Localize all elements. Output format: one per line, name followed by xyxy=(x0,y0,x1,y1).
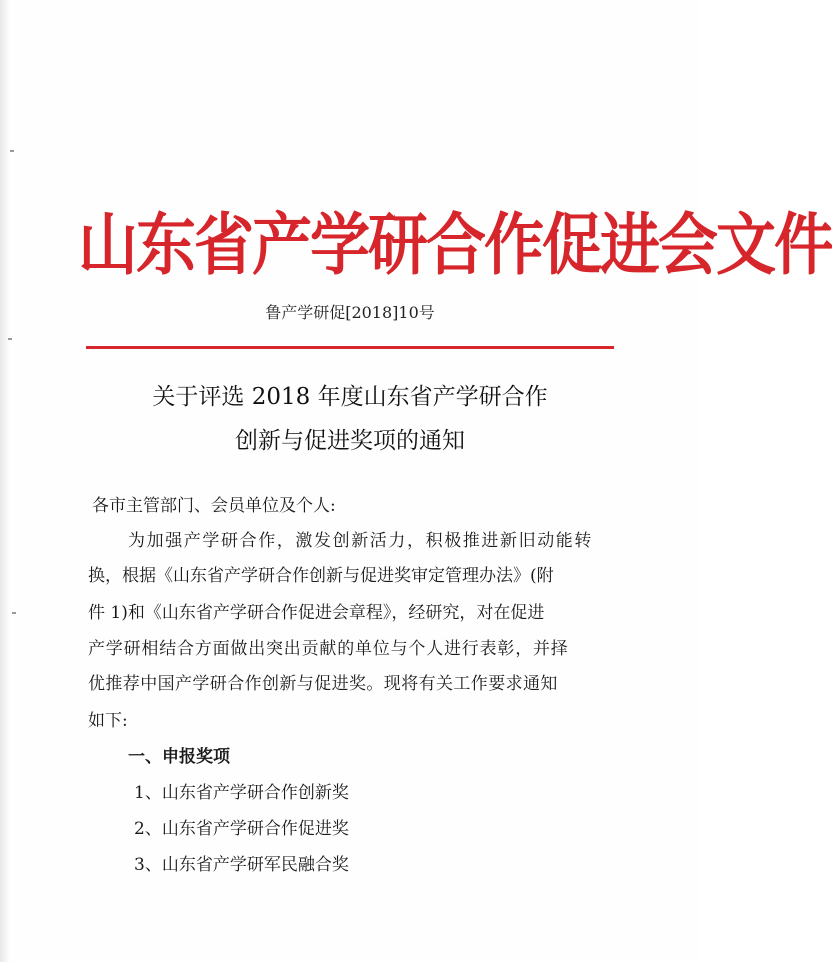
scan-edge-shadow xyxy=(0,0,10,962)
paragraph-line: 件 1)和《山东省产学研合作促进会章程》，经研究，对在促进 xyxy=(88,603,545,623)
scan-speck xyxy=(10,150,14,152)
award-item: 3、山东省产学研军民融合奖 xyxy=(134,855,349,875)
paragraph-line: 换，根据《山东省产学研合作创新与促进奖审定管理办法》(附 xyxy=(88,566,554,586)
award-item: 2、山东省产学研合作促进奖 xyxy=(134,819,349,839)
award-item: 1、山东省产学研合作创新奖 xyxy=(134,783,349,803)
paragraph-line: 如下: xyxy=(88,711,128,731)
paragraph-line: 为加强产学研合作，激发创新活力，积极推进新旧动能转 xyxy=(128,531,593,551)
notice-title-line-2: 创新与促进奖项的通知 xyxy=(235,428,465,454)
paragraph-line: 产学研相结合方面做出突出贡献的单位与个人进行表彰，并择 xyxy=(88,639,569,659)
paragraph-line: 优推荐中国产学研合作创新与促进奖。现将有关工作要求通知 xyxy=(88,674,558,694)
salutation: 各市主管部门、会员单位及个人: xyxy=(92,496,336,516)
letterhead-title: 山东省产学研合作促进会文件 xyxy=(78,206,832,285)
scan-speck xyxy=(12,612,16,614)
notice-title-line-1: 关于评选 2018 年度山东省产学研合作 xyxy=(152,384,548,410)
document-number: 鲁产学研促[2018]10号 xyxy=(265,303,435,322)
section-heading: 一、申报奖项 xyxy=(128,747,230,767)
red-divider-line xyxy=(86,346,614,349)
scan-speck xyxy=(8,338,12,340)
